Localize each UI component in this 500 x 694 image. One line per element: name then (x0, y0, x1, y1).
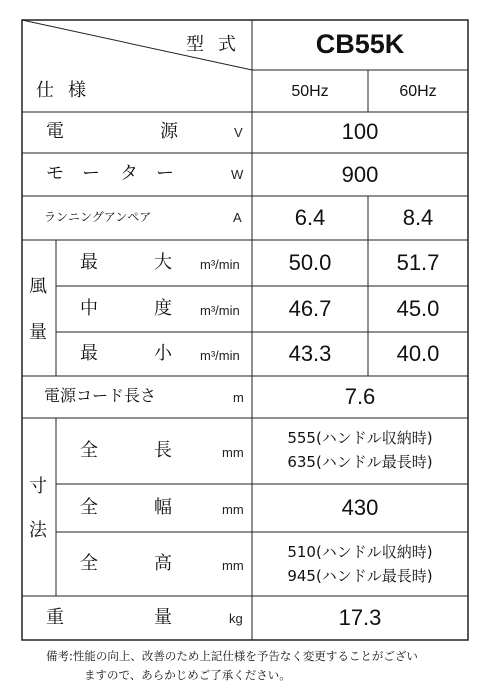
dim-length-label-1: 全 (80, 440, 98, 461)
power-source-label-1: 電 (46, 121, 64, 142)
dim-height-value-line2: 945(ハンドル最長時) (287, 567, 433, 585)
freq-50-header: 50Hz (291, 83, 329, 100)
dim-length-value-line1: 555(ハンドル収納時) (287, 429, 433, 447)
dim-height-value-line1: 510(ハンドル収納時) (287, 543, 433, 561)
spec-label-1: 仕 (36, 80, 54, 101)
cord-length-unit: m (233, 390, 244, 405)
motor-value: 900 (341, 162, 379, 187)
type-label-1: 型 (186, 34, 204, 55)
airflow-mid-unit: m³/min (200, 303, 240, 318)
power-source-value: 100 (341, 119, 379, 144)
airflow-group-label-2: 量 (29, 322, 47, 343)
motor-label-1: モ (46, 163, 64, 184)
running-current-label: ランニングアンペア (44, 210, 152, 224)
airflow-max-label-2: 大 (154, 252, 172, 273)
power-source-label-2: 源 (160, 121, 178, 142)
airflow-max-label-1: 最 (80, 252, 98, 273)
dim-height-label-2: 高 (154, 553, 172, 574)
power-source-unit: V (234, 125, 243, 140)
cord-length-label: 電源コード長さ (44, 386, 157, 405)
motor-label-4: ー (156, 163, 174, 184)
note-line-1: 備考:性能の向上、改善のため上記仕様を予告なく変更することがござい (46, 649, 418, 663)
motor-label-3: タ (120, 163, 138, 184)
spec-label-2: 様 (68, 80, 86, 101)
dimensions-group-label-1: 寸 (29, 476, 47, 497)
airflow-max-unit: m³/min (200, 257, 240, 272)
dim-length-label-2: 長 (154, 440, 172, 461)
airflow-min-60: 40.0 (396, 341, 440, 366)
dim-height-unit: mm (222, 558, 244, 573)
airflow-max-50: 50.0 (288, 250, 332, 275)
weight-label-1: 重 (46, 607, 64, 628)
dim-length-unit: mm (222, 445, 244, 460)
motor-unit: W (231, 167, 244, 182)
weight-label-2: 量 (154, 607, 172, 628)
airflow-mid-label-1: 中 (80, 298, 98, 319)
weight-unit: kg (229, 611, 243, 626)
airflow-group-label-1: 風 (29, 276, 47, 297)
airflow-min-unit: m³/min (200, 348, 240, 363)
freq-60-header: 60Hz (399, 83, 437, 100)
running-current-60: 8.4 (402, 205, 434, 230)
dim-width-label-2: 幅 (154, 497, 172, 518)
airflow-mid-50: 46.7 (288, 296, 332, 321)
airflow-max-60: 51.7 (396, 250, 440, 275)
model-name: CB55K (315, 29, 405, 59)
airflow-mid-60: 45.0 (396, 296, 440, 321)
dim-width-value: 430 (341, 495, 379, 520)
dim-width-unit: mm (222, 502, 244, 517)
cord-length-value: 7.6 (344, 384, 376, 409)
note-line-2: ますので、あらかじめご了承ください。 (84, 668, 291, 682)
dimensions-group-label-2: 法 (29, 520, 47, 541)
airflow-mid-label-2: 度 (154, 298, 172, 319)
airflow-min-label-1: 最 (80, 343, 98, 364)
running-current-unit: A (233, 210, 242, 225)
running-current-50: 6.4 (294, 205, 326, 230)
type-label-2: 式 (218, 34, 236, 55)
dim-width-label-1: 全 (80, 497, 98, 518)
dim-height-label-1: 全 (80, 553, 98, 574)
dim-length-value-line2: 635(ハンドル最長時) (287, 453, 433, 471)
airflow-min-label-2: 小 (154, 343, 172, 364)
airflow-min-50: 43.3 (288, 341, 332, 366)
motor-label-2: ー (82, 163, 100, 184)
weight-value: 17.3 (338, 605, 382, 630)
